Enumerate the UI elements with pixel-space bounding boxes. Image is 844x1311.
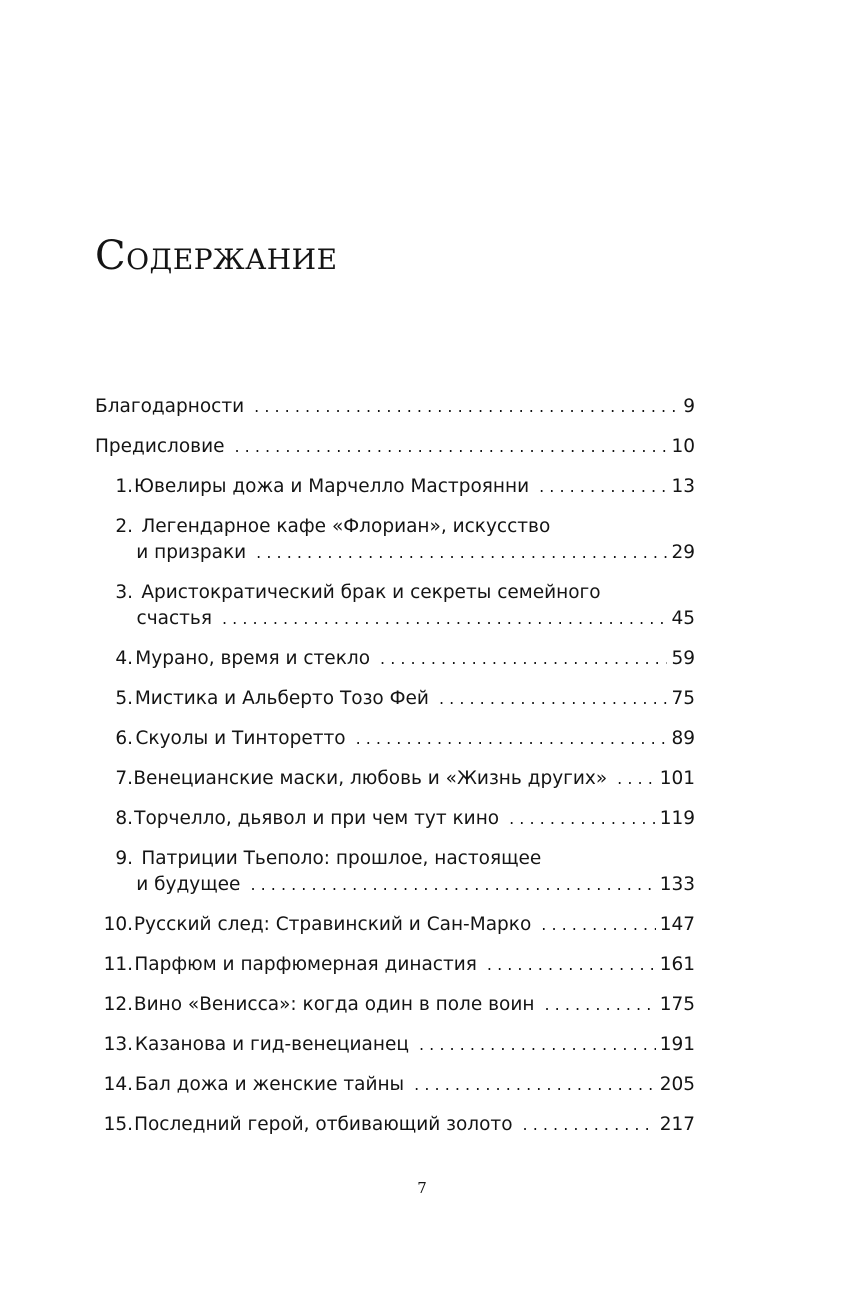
dot-leader [419, 1032, 656, 1058]
dot-leader [544, 992, 655, 1018]
toc-entry [95, 1072, 695, 1098]
toc-entry [95, 686, 695, 712]
toc-entry-page: 59 [671, 648, 695, 669]
dot-leader [234, 434, 667, 460]
table-of-contents [95, 394, 695, 1152]
toc-entry-page: 175 [659, 994, 695, 1015]
toc-entry-page: 89 [671, 728, 695, 749]
toc-entry [95, 766, 695, 792]
toc-entry-title-continued: счастья [136, 608, 212, 629]
toc-entry [95, 434, 695, 460]
toc-entry-title: Русский след: Стравинский и Сан-Марко [133, 914, 532, 935]
toc-entry-page: 161 [659, 954, 695, 975]
toc-entry-number: 12. [103, 994, 133, 1015]
page-number: 7 [417, 1179, 427, 1197]
toc-entry-number: 9. [115, 848, 133, 869]
dot-leader [439, 686, 667, 712]
dot-leader [380, 646, 667, 672]
toc-entry [95, 474, 695, 500]
toc-entry-title: Предисловие [95, 436, 225, 457]
dot-leader [617, 766, 656, 792]
toc-entry-number: 2. [115, 516, 133, 537]
dot-leader [523, 1112, 656, 1138]
toc-entry-number: 4. [115, 648, 133, 669]
toc-entry [95, 846, 695, 898]
toc-entry-number: 15. [103, 1114, 133, 1135]
toc-entry-title-continued: и будущее [136, 874, 241, 895]
toc-entry [95, 726, 695, 752]
toc-entry-number: 5. [115, 688, 133, 709]
toc-entry [95, 992, 695, 1018]
toc-entry-page: 13 [671, 476, 695, 497]
dot-leader [541, 912, 655, 938]
toc-entry-page: 119 [659, 808, 695, 829]
toc-entry [95, 1032, 695, 1058]
toc-entry-title: Легендарное кафе «Флориан», искусство [141, 516, 551, 537]
toc-entry-page: 9 [683, 396, 695, 417]
toc-entry-number: 6. [115, 728, 133, 749]
dot-leader [509, 806, 656, 832]
toc-entry-number: 3. [115, 582, 133, 603]
toc-entry-title: Патриции Тьеполо: прошлое, настоящее [141, 848, 542, 869]
toc-entry-number: 13. [103, 1034, 133, 1055]
dot-leader [256, 540, 667, 566]
toc-entry-page: 75 [671, 688, 695, 709]
toc-entry-title: Мистика и Альберто Тозо Фей [134, 688, 429, 709]
toc-entry-page: 10 [671, 436, 695, 457]
dot-leader [414, 1072, 656, 1098]
page-title: Содержание [95, 233, 338, 279]
toc-entry-number: 7. [115, 768, 133, 789]
dot-leader [356, 726, 668, 752]
toc-entry [95, 806, 695, 832]
toc-entry-page: 205 [659, 1074, 695, 1095]
toc-entry-number: 1. [115, 476, 133, 497]
dot-leader [487, 952, 656, 978]
toc-entry-title: Последний герой, отбивающий золото [134, 1114, 513, 1135]
toc-entry [95, 952, 695, 978]
dot-leader [539, 474, 667, 500]
toc-entry-number: 14. [103, 1074, 133, 1095]
toc-entry-page: 133 [659, 874, 695, 895]
toc-entry-title: Парфюм и парфюмерная династия [134, 954, 477, 975]
toc-entry-title: Аристократический брак и секреты семейного [141, 582, 601, 603]
toc-entry-page: 147 [659, 914, 695, 935]
toc-entry [95, 514, 695, 566]
toc-entry-page: 45 [671, 608, 695, 629]
toc-entry-title: Скуолы и Тинторетто [135, 728, 346, 749]
toc-entry-page: 101 [659, 768, 695, 789]
toc-entry [95, 394, 695, 420]
toc-entry-page: 29 [671, 542, 695, 563]
toc-entry-number: 10. [103, 914, 133, 935]
toc-entry-title: Бал дожа и женские тайны [134, 1074, 405, 1095]
dot-leader [250, 872, 655, 898]
toc-entry [95, 912, 695, 938]
toc-entry-page: 191 [659, 1034, 695, 1055]
toc-entry [95, 1112, 695, 1138]
toc-entry-title: Вино «Венисса»: когда один в поле воин [133, 994, 535, 1015]
toc-entry-title: Торчелло, дьявол и при чем тут кино [134, 808, 500, 829]
dot-leader [222, 606, 667, 632]
toc-entry-title: Казанова и гид-венецианец [134, 1034, 409, 1055]
toc-entry-title: Благодарности [95, 396, 245, 417]
toc-entry-title: Венецианские маски, любовь и «Жизнь других» [133, 768, 608, 789]
toc-entry-title: Мурано, время и стекло [135, 648, 371, 669]
toc-entry-number: 8. [115, 808, 133, 829]
toc-entry [95, 646, 695, 672]
dot-leader [254, 394, 679, 420]
toc-entry [95, 580, 695, 632]
toc-entry-title-continued: и призраки [136, 542, 247, 563]
toc-entry-title: Ювелиры дожа и Марчелло Мастроянни [134, 476, 530, 497]
toc-entry-page: 217 [659, 1114, 695, 1135]
toc-entry-number: 11. [103, 954, 133, 975]
